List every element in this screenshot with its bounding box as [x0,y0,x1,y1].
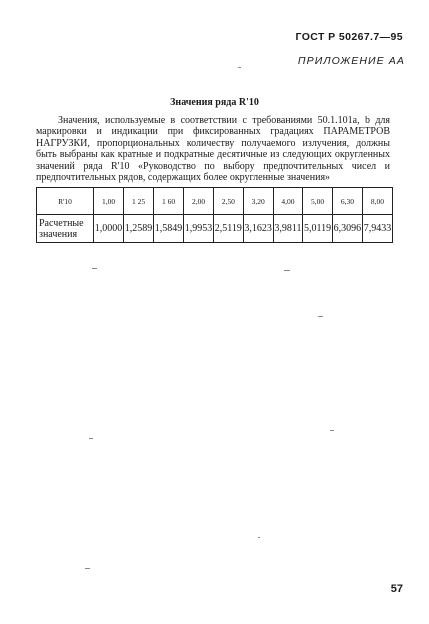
table-header-cell: 2,00 [184,188,214,215]
table-cell: 1,0000 [94,215,124,243]
table-cell: 1,2589 [124,215,154,243]
table-header-cell: 8,00 [362,188,392,215]
table-header-cell: 6,30 [332,188,362,215]
table-cell: 1,5849 [154,215,184,243]
section-title: Значения ряда R'10 [170,97,259,108]
scan-speck [238,67,241,68]
table-header-cell: 4,00 [273,188,303,215]
page-number: 57 [390,583,403,595]
scan-speck [92,268,97,269]
table-header-cell: 5,00 [303,188,333,215]
table-cell: 1,9953 [184,215,214,243]
appendix-label: ПРИЛОЖЕНИЕ АА [297,55,405,67]
table-cell: 3,1623 [243,215,273,243]
body-paragraph-block [36,115,390,183]
scan-speck [89,438,93,439]
table-header-cell: 3,20 [243,188,273,215]
values-table [36,187,393,243]
table-header-cell: 1,00 [94,188,124,215]
body-paragraph: Значения, используемые в соответствии с требованиями 50.1.101a, b для маркировки и индикации при фиксированных градациях ПАРАМЕТРОВ НАГРУЗКИ, пропорциональных количеству получаемого излучения, должны быть выбраны как кратные и подкратные десятичные из следующих округленных значений ряда R'10 «Руководство по выбору предпочтительных чисел и предпочтительных рядов, содержащих более округленные значения» [36,115,390,184]
table-header-row [37,188,393,215]
table-cell: 3,9811 [273,215,303,243]
table-header-cell: 1 60 [154,188,184,215]
scan-speck [318,316,323,317]
scan-speck [85,568,90,569]
scan-speck [258,537,260,538]
table-row-label: Расчетные значения [37,215,94,243]
table-header-cell: 2,50 [214,188,244,215]
table-cell: 7,9433 [362,215,392,243]
standard-code: ГОСТ Р 50267.7—95 [295,31,403,43]
table-head-label: R'10 [37,188,94,215]
table-cell: 6,3096 [332,215,362,243]
table-row [37,215,393,243]
table-cell: 5,0119 [303,215,333,243]
table-cell: 2,5119 [214,215,244,243]
table-header-cell: 1 25 [124,188,154,215]
scan-speck [284,270,290,271]
scan-speck [330,430,334,431]
